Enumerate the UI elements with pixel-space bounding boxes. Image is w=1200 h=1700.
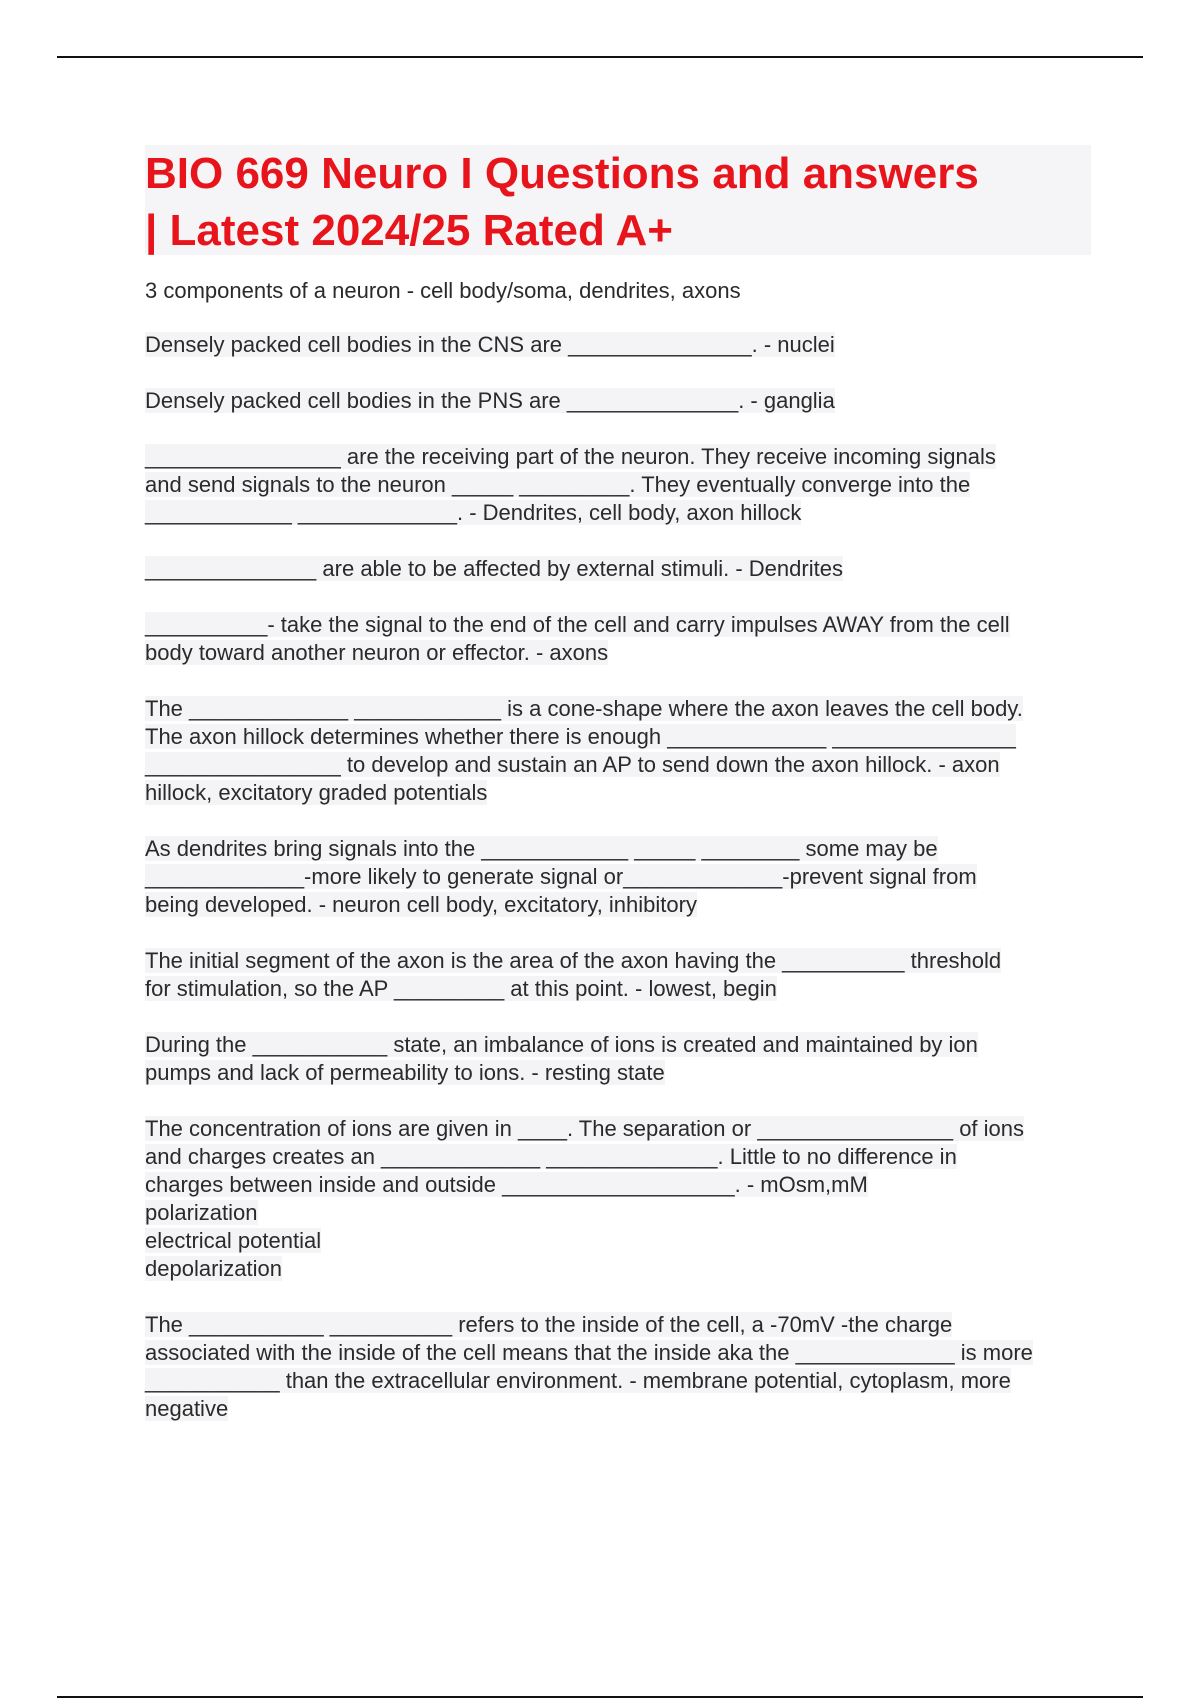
bottom-rule bbox=[57, 1696, 1143, 1698]
qa-list bbox=[145, 277, 1095, 1423]
qa-entry: The concentration of ions are given in ____. The separation or ________________ of ions and charges creates an _____________ ______________. Little to no difference in charges between inside and outside ___________________. - mOsm,mM polarization electrical potential depolarization bbox=[145, 1116, 1025, 1281]
qa-entry: During the ___________ state, an imbalance of ions is created and maintained by ion pumps and lack of permeability to ions. - resting state bbox=[145, 1032, 978, 1085]
qa-entry: ______________ are able to be affected by external stimuli. - Dendrites bbox=[145, 556, 843, 581]
qa-entry: As dendrites bring signals into the ____________ _____ ________ some may be _____________-more likely to generate signal or_____________-prevent signal from being developed. - neuron cell body, excitatory, inhibitory bbox=[145, 836, 977, 917]
top-rule bbox=[57, 56, 1143, 58]
title-box bbox=[145, 145, 1091, 255]
qa-entry: ________________ are the receiving part of the neuron. They receive incoming signals and send signals to the neuron _____ _________. They eventually converge into the ____________ _____________. - Dendrites, cell body, axon hillock bbox=[145, 444, 996, 525]
qa-entry: The ___________ __________ refers to the inside of the cell, a -70mV -the charge associated with the inside of the cell means that the inside aka the _____________ is more ___________ than the extracellular environment. - membrane potential, cytoplasm, more negative bbox=[145, 1312, 1033, 1421]
qa-entry: Densely packed cell bodies in the PNS are ______________. - ganglia bbox=[145, 388, 835, 413]
qa-entry: The _____________ ____________ is a cone-shape where the axon leaves the cell body. The axon hillock determines whether there is enough _____________ _______________ ________________ to develop and sustain an AP to send down the axon hillock. - axon hillock, excitatory graded potentials bbox=[145, 696, 1023, 805]
qa-entry: The initial segment of the axon is the area of the axon having the __________ threshold for stimulation, so the AP _________ at this point. - lowest, begin bbox=[145, 948, 1002, 1001]
qa-entry: 3 components of a neuron - cell body/soma, dendrites, axons bbox=[145, 278, 741, 303]
document-content bbox=[145, 145, 1095, 1451]
document-title: BIO 669 Neuro I Questions and answers | Latest 2024/25 Rated A+ bbox=[145, 149, 979, 255]
qa-entry: Densely packed cell bodies in the CNS are _______________. - nuclei bbox=[145, 332, 835, 357]
qa-entry: __________- take the signal to the end of the cell and carry impulses AWAY from the cell body toward another neuron or effector. - axons bbox=[145, 612, 1010, 665]
